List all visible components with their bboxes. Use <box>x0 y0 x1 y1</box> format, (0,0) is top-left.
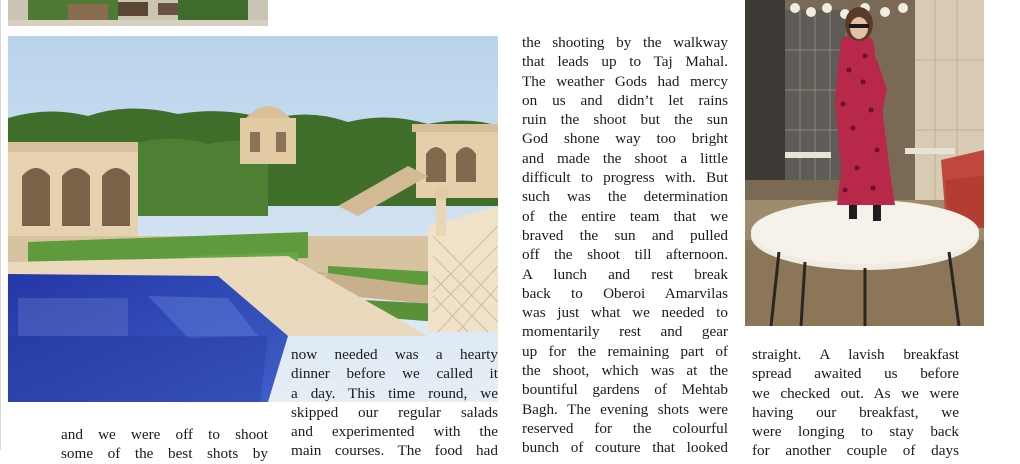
top-left-photo-fragment <box>8 0 268 26</box>
text-line: we checked out. As we were <box>752 384 959 402</box>
text-line: having our breakfast, we <box>752 403 959 421</box>
text-line: and experimented with the <box>291 423 498 441</box>
text-line: and made the shoot a little <box>522 149 728 167</box>
text-line: reserved for the colourful <box>522 419 728 437</box>
page-gutter-line <box>0 0 1 450</box>
text-line: such was the determination <box>522 188 728 206</box>
text-line: bountiful gardens of Mehtab <box>522 381 728 399</box>
text-line: up for the remaining part of <box>522 342 728 360</box>
text-line: that leads up to Taj Mahal. <box>522 53 728 71</box>
text-line: was just what we needed to <box>522 304 728 322</box>
text-line: braved the sun and pulled <box>522 226 728 244</box>
text-line: back to Oberoi Amarvilas <box>522 284 728 302</box>
text-line: skipped our regular salads <box>291 403 498 421</box>
column-middle-text <box>291 345 498 461</box>
dining-room-portrait-photo <box>745 0 984 326</box>
column-left-text <box>61 425 268 464</box>
text-line: the shoot, which was at the <box>522 362 728 380</box>
text-line: were longing to stay back <box>752 423 959 441</box>
column-center-text <box>522 33 728 458</box>
text-line: A lunch and rest break <box>522 265 728 283</box>
text-line: spread awaited us before <box>752 365 959 383</box>
text-line: The weather Gods had mercy <box>522 72 728 90</box>
column-right-text <box>752 345 959 461</box>
text-line: a day. This time round, we <box>291 384 498 402</box>
text-line: now needed was a hearty <box>291 346 498 363</box>
text-line: off the shoot till afternoon. <box>522 246 728 264</box>
text-line: main courses. The food had <box>291 442 498 460</box>
text-line: bunch of couture that looked <box>522 439 728 457</box>
text-line: ruin the shoot but the sun <box>522 111 728 129</box>
text-line: difficult to progress with. But <box>522 169 728 187</box>
text-line: for another couple of days <box>752 442 959 460</box>
text-line: of the entire team that we <box>522 207 728 225</box>
text-line: on us and didn’t let rains <box>522 91 728 109</box>
text-line: Bagh. The evening shots were <box>522 400 728 418</box>
text-line: straight. A lavish breakfast <box>752 346 959 363</box>
text-line: dinner before we called it <box>291 365 498 383</box>
text-line: and we were off to shoot <box>61 426 268 443</box>
text-line: the shooting by the walkway <box>522 34 728 51</box>
text-line: momentarily rest and gear <box>522 323 728 341</box>
text-line: some of the best shots by <box>61 445 268 463</box>
text-line: God shone way too bright <box>522 130 728 148</box>
